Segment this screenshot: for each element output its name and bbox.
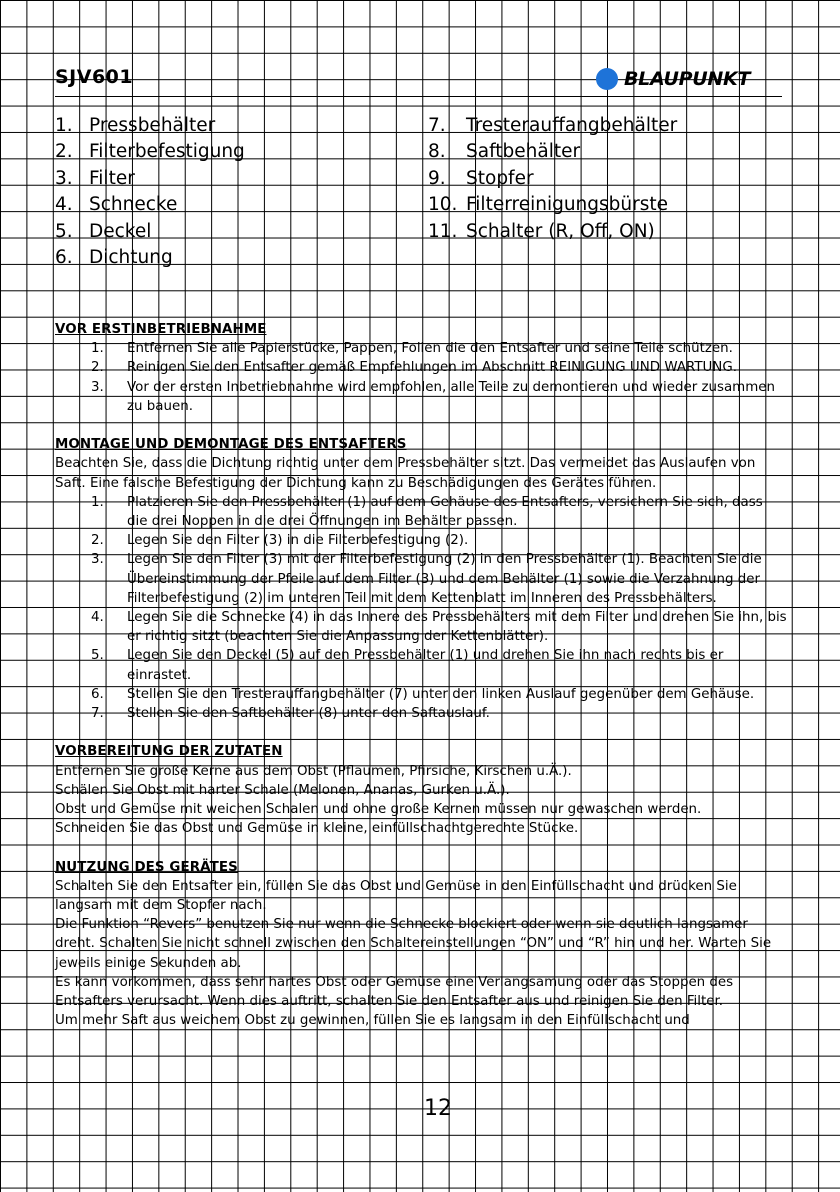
part-label: Filterreinigungsbürste (466, 194, 669, 216)
step-item (55, 531, 787, 550)
part-label: Tresterauffangbehälter (466, 115, 678, 136)
part-item (55, 192, 245, 218)
step-number: 7. (91, 706, 104, 722)
step-number: 1. (91, 341, 104, 357)
part-number: 1. (55, 115, 73, 136)
step-number: 4. (91, 610, 104, 626)
step-item (55, 704, 787, 723)
section-spacer (55, 723, 787, 742)
part-label: Schnecke (89, 194, 178, 216)
part-number: 11. (428, 220, 458, 242)
part-item (428, 139, 677, 165)
step-item (55, 685, 787, 704)
section-heading-montage: MONTAGE UND DEMONTAGE DES ENTSAFTERS (55, 437, 407, 453)
brand-name: BLAUPUNKT (624, 68, 751, 90)
part-item (55, 139, 245, 165)
part-label: Filter (89, 167, 135, 189)
step-text: Legen Sie den Deckel (5) auf den Pressbehälter (1) und drehen Sie ihn nach rechts bis er einrastet. (127, 648, 724, 683)
step-text: Legen Sie die Schnecke (4) in das Innere des Pressbehälters mit dem Filter und drehen Sie ihn, bis er richtig sitzt (beachten Sie die Anpassung der Kettenblätter). (127, 610, 787, 645)
part-number: 10. (428, 194, 458, 216)
part-item (428, 113, 677, 139)
part-number: 6. (55, 247, 73, 269)
part-item (55, 245, 245, 271)
part-item (55, 166, 245, 192)
step-number: 2. (91, 360, 104, 376)
section-heading-vorbereitung: VORBEREITUNG DER ZUTATEN (55, 744, 283, 760)
section-spacer (55, 838, 787, 857)
part-label: Stopfer (466, 167, 534, 189)
part-label: Schalter (R, Off, ON) (466, 220, 655, 242)
section-heading-vor-erstinbetriebnahme: VOR ERSTINBETRIEBNAHME (55, 322, 267, 337)
step-item (55, 608, 787, 646)
vorbereitung-line: Obst und Gemüse mit weichen Schalen und ohne große Kernen müssen nur gewaschen werden. (55, 802, 702, 818)
step-number: 1. (91, 494, 104, 510)
part-number: 8. (428, 141, 446, 163)
step-text: Reinigen Sie den Entsafter gemäß Empfehlungen im Abschnitt REINIGUNG UND WARTUNG. (127, 360, 737, 376)
steps-montage (55, 493, 787, 723)
step-number: 5. (91, 648, 104, 664)
part-number: 4. (55, 194, 73, 216)
nutzung-paragraph: Die Funktion “Revers” benutzen Sie nur wenn die Schnecke blockiert oder wenn sie deutlich langsamer dreht. Schalten Sie nicht schnell zwischen den Schaltereinstellungen “ON” und “R” hin und her. Warten Sie jeweils einige Sekunden ab. (55, 917, 772, 971)
part-label: Deckel (89, 220, 152, 242)
step-number: 6. (91, 686, 104, 702)
model-number: SJV601 (55, 66, 134, 88)
vorbereitung-line: Entfernen Sie große Kerne aus dem Obst (Pflaumen, Pfirsiche, Kirschen u.Ä.). (55, 763, 572, 779)
steps-vor-erstinbetriebnahme (55, 339, 787, 416)
brand-logo (596, 66, 750, 92)
part-label: Dichtung (89, 247, 173, 269)
parts-list-right (428, 113, 677, 245)
part-item (428, 166, 677, 192)
step-item (55, 493, 787, 531)
step-item (55, 646, 787, 684)
step-text: Stellen Sie den Tresterauffangbehälter (7) unter den linken Auslauf gegenüber dem Gehäuse. (127, 686, 755, 702)
part-label: Filterbefestigung (89, 141, 245, 163)
brand-dot-icon (596, 68, 618, 90)
step-text: Vor der ersten Inbetriebnahme wird empfohlen, alle Teile zu demontieren und wieder zusammen zu bauen. (127, 379, 775, 414)
nutzung-paragraph: Es kann vorkommen, dass sehr hartes Obst oder Gemüse eine Verlangsamung oder das Stoppen des Entsafters verursacht. Wenn dies auftritt, schalten Sie den Entsafter aus und reinigen Sie den Filter. (55, 974, 734, 1010)
vorbereitung-line: Schneiden Sie das Obst und Gemüse in kleine, einfüllschachtgerechte Stücke. (55, 821, 579, 837)
part-number: 7. (428, 115, 446, 136)
part-item (428, 219, 677, 245)
parts-list-left (55, 113, 245, 271)
step-number: 2. (91, 533, 104, 549)
montage-intro: Beachten Sie, dass die Dichtung richtig unter dem Pressbehälter sitzt. Das vermeidet das Auslaufen von Saft. Eine falsche Befestigung der Dichtung kann zu Beschädigungen des Gerätes führen. (55, 456, 756, 491)
page-number: 12 (424, 1096, 452, 1121)
step-number: 3. (91, 379, 104, 395)
nutzung-paragraph: Um mehr Saft aus weichem Obst zu gewinnen, füllen Sie es langsam in den Einfüllschacht und (55, 1013, 690, 1029)
step-item (55, 339, 787, 358)
vorbereitung-line: Schälen Sie Obst mit harter Schale (Melonen, Ananas, Gurken u.Ä.). (55, 782, 510, 798)
part-number: 2. (55, 141, 73, 163)
part-item (55, 113, 245, 139)
part-label: Pressbehälter (89, 115, 216, 136)
part-number: 3. (55, 167, 73, 189)
step-text: Platzieren Sie den Pressbehälter (1) auf dem Gehäuse des Entsafters, versichern Sie sich, dass die drei Noppen in die drei Öffnungen im Behälter passen. (127, 494, 763, 530)
step-text: Entfernen Sie alle Papierstücke, Pappen, Folien die den Entsafter und seine Teile schützen. (127, 341, 733, 357)
section-heading-nutzung: NUTZUNG DES GERÄTES (55, 859, 238, 875)
step-item (55, 378, 787, 416)
step-text: Legen Sie den Filter (3) in die Filterbefestigung (2). (127, 533, 469, 549)
step-item (55, 550, 787, 608)
part-item (428, 192, 677, 218)
part-number: 9. (428, 167, 446, 189)
section-spacer (55, 416, 787, 435)
part-item (55, 219, 245, 245)
part-number: 5. (55, 220, 73, 242)
manual-body (55, 320, 787, 1030)
step-item (55, 358, 787, 377)
header-divider (55, 96, 782, 97)
step-text: Stellen Sie den Saftbehälter (8) unter den Saftauslauf. (127, 706, 490, 722)
step-number: 3. (91, 552, 104, 568)
step-text: Legen Sie den Filter (3) mit der Filterbefestigung (2) in den Pressbehälter (1). Beachten Sie die Übereinstimmung der Pfeile auf dem Filter (3) und dem Behälter (1) sowie die Verzahnung der Filterbefestigung (2) im unteren Teil mit dem Kettenblatt im Inneren des Pressbehälters. (127, 552, 762, 606)
nutzung-paragraph: Schalten Sie den Entsafter ein, füllen Sie das Obst und Gemüse in den Einfüllschacht und drücken Sie langsam mit dem Stopfer nach. (55, 878, 737, 914)
part-label: Saftbehälter (466, 141, 581, 163)
